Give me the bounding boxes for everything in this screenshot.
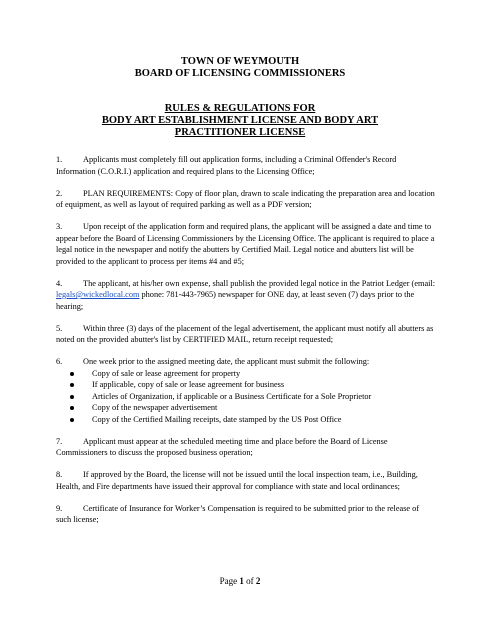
bullet-icon bbox=[70, 418, 74, 422]
document-header bbox=[0, 56, 480, 80]
list-item bbox=[56, 221, 436, 267]
email-link[interactable]: legals@wickedlocal.com bbox=[56, 290, 140, 299]
item-number: 4. bbox=[56, 278, 63, 288]
list-item bbox=[56, 469, 436, 492]
item-number: 1. bbox=[56, 155, 63, 164]
board-title: BOARD OF LICENSING COMMISSIONERS bbox=[134, 68, 346, 79]
item-text: PLAN REQUIREMENTS: Copy of floor plan, drawn to scale indicating the preparation area and location of equipment, as well as layout of required parking as well as a PDF version; bbox=[56, 188, 435, 209]
list-item bbox=[56, 188, 436, 211]
submission-requirements-list bbox=[56, 368, 436, 426]
bullet-item: Copy of sale or lease agreement for property bbox=[56, 368, 436, 380]
item-number: 2. bbox=[56, 188, 63, 198]
item-text-continued: phone: 781-443-7965) newspaper for ONE day, at least seven (7) days prior to the hearing; bbox=[56, 290, 415, 311]
item-text: The applicant, at his/her own expense, shall publish the provided legal notice in the Patriot Ledger (email: bbox=[83, 278, 436, 288]
document-subtitle bbox=[0, 103, 480, 139]
list-item bbox=[56, 356, 436, 425]
bullet-icon bbox=[70, 383, 74, 387]
page-number: 1 bbox=[239, 576, 244, 586]
rules-list bbox=[56, 154, 436, 536]
list-item bbox=[56, 436, 436, 459]
item-text: One week prior to the assigned meeting date, the applicant must submit the following: bbox=[83, 357, 370, 366]
item-text: Certificate of Insurance for Worker’s Compensation is required to be submitted prior to the release of such license; bbox=[56, 503, 420, 524]
page-total: 2 bbox=[255, 576, 261, 586]
item-number: 7. bbox=[56, 436, 63, 446]
list-item bbox=[56, 154, 436, 177]
item-text: Within three (3) days of the placement of the legal advertisement, the applicant must notify all abutters as noted on the provided abutter's list by CERTIFIED MAIL, return receipt requested; bbox=[56, 323, 434, 344]
bullet-icon bbox=[70, 395, 74, 399]
town-title: TOWN OF WEYMOUTH bbox=[180, 56, 300, 67]
item-text: Upon receipt of the application form and required plans, the applicant will be assigned a date and time to appear before the Board of Licensing Commissioners by the Licensing Office. The applicant is required to place a legal notice in the newspaper and notify the abutters by Certified Mail. Legal notice and abutters list will be provided to the applicant to process per items #4 and #5; bbox=[56, 222, 435, 266]
item-text: Applicants must completely fill out application forms, including a Criminal Offender's Record Information (C.O.R.I.) application and required plans to the Licensing Office; bbox=[56, 155, 397, 176]
bullet-icon bbox=[70, 372, 74, 376]
list-item bbox=[56, 323, 436, 346]
page-footer bbox=[0, 576, 480, 587]
license-title-line2: PRACTITIONER LICENSE bbox=[174, 127, 306, 138]
item-number: 8. bbox=[56, 470, 63, 479]
bullet-item: Copy of the newspaper advertisement bbox=[56, 402, 436, 414]
of-word: of bbox=[243, 576, 256, 586]
bullet-item: Copy of the Certified Mailing receipts, date stamped by the US Post Office bbox=[56, 414, 436, 426]
item-number: 5. bbox=[56, 323, 63, 333]
license-title-line1: BODY ART ESTABLISHMENT LICENSE AND BODY ART bbox=[101, 115, 379, 126]
bullet-item: If applicable, copy of sale or lease agreement for business bbox=[56, 379, 436, 391]
rules-title: RULES & REGULATIONS FOR bbox=[164, 103, 316, 114]
bullet-icon bbox=[70, 406, 74, 410]
item-text: If approved by the Board, the license will not be issued until the local inspection team, i.e., Building, Health, and Fire departments have issued their approval for compliance with state and local ordinances; bbox=[56, 470, 418, 491]
list-item bbox=[56, 503, 436, 526]
page-word: Page bbox=[219, 576, 240, 586]
item-text: Applicant must appear at the scheduled meeting time and place before the Board of License Commissioners to discuss the proposed business operation; bbox=[56, 436, 388, 457]
item-number: 3. bbox=[56, 222, 63, 231]
item-number: 6. bbox=[56, 357, 63, 366]
bullet-item: Articles of Organization, if applicable or a Business Certificate for a Sole Proprietor bbox=[56, 391, 436, 403]
list-item bbox=[56, 278, 436, 313]
item-number: 9. bbox=[56, 503, 63, 513]
